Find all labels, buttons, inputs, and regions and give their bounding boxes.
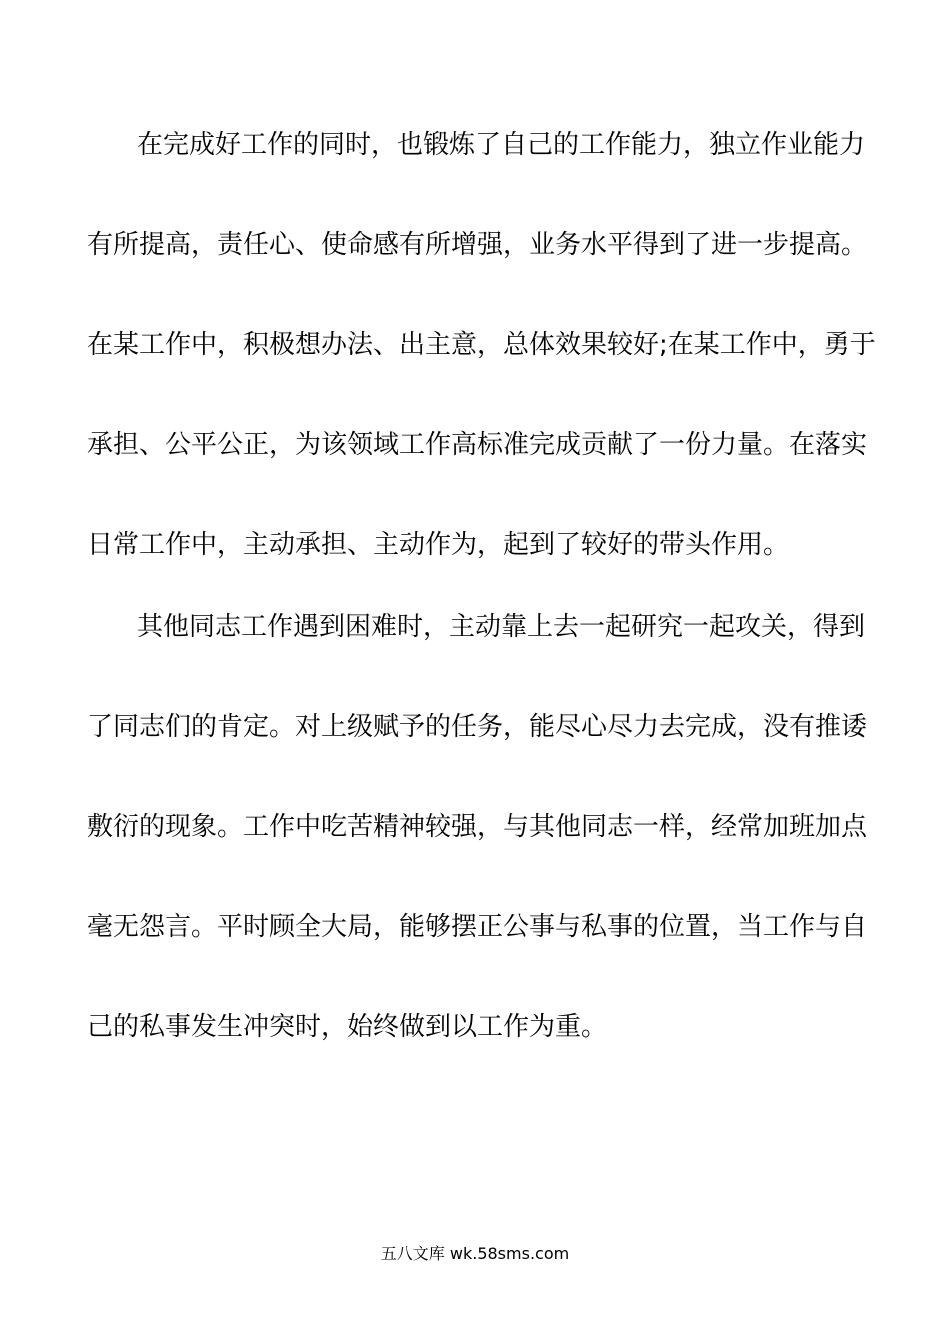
paragraph-line: 己的私事发生冲突时，始终做到以工作为重。 bbox=[87, 1012, 608, 1042]
paragraph-line: 有所提高，责任心、使命感有所增强，业务水平得到了进一步提高。 bbox=[87, 230, 868, 260]
paragraph-line: 承担、公平公正，为该领域工作高标准完成贡献了一份力量。在落实 bbox=[87, 430, 868, 460]
paragraph-line: 毫无怨言。平时顾全大局，能够摆正公事与私事的位置，当工作与自 bbox=[87, 912, 868, 942]
paragraph-line: 其他同志工作遇到困难时，主动靠上去一起研究一起攻关，得到 bbox=[137, 612, 866, 642]
paragraph-line: 在某工作中，积极想办法、出主意，总体效果较好;在某工作中，勇于 bbox=[87, 330, 876, 360]
paragraph-line: 敷衍的现象。工作中吃苦精神较强，与其他同志一样，经常加班加点 bbox=[87, 812, 868, 842]
paragraph-line: 日常工作中，主动承担、主动作为，起到了较好的带头作用。 bbox=[87, 530, 790, 560]
paragraph-line: 了同志们的肯定。对上级赋予的任务，能尽心尽力去完成，没有推诿 bbox=[87, 712, 868, 742]
page-footer: 五八文库 wk.58sms.com bbox=[380, 1244, 570, 1263]
paragraph-line: 在完成好工作的同时，也锻炼了自己的工作能力，独立作业能力 bbox=[137, 130, 866, 160]
